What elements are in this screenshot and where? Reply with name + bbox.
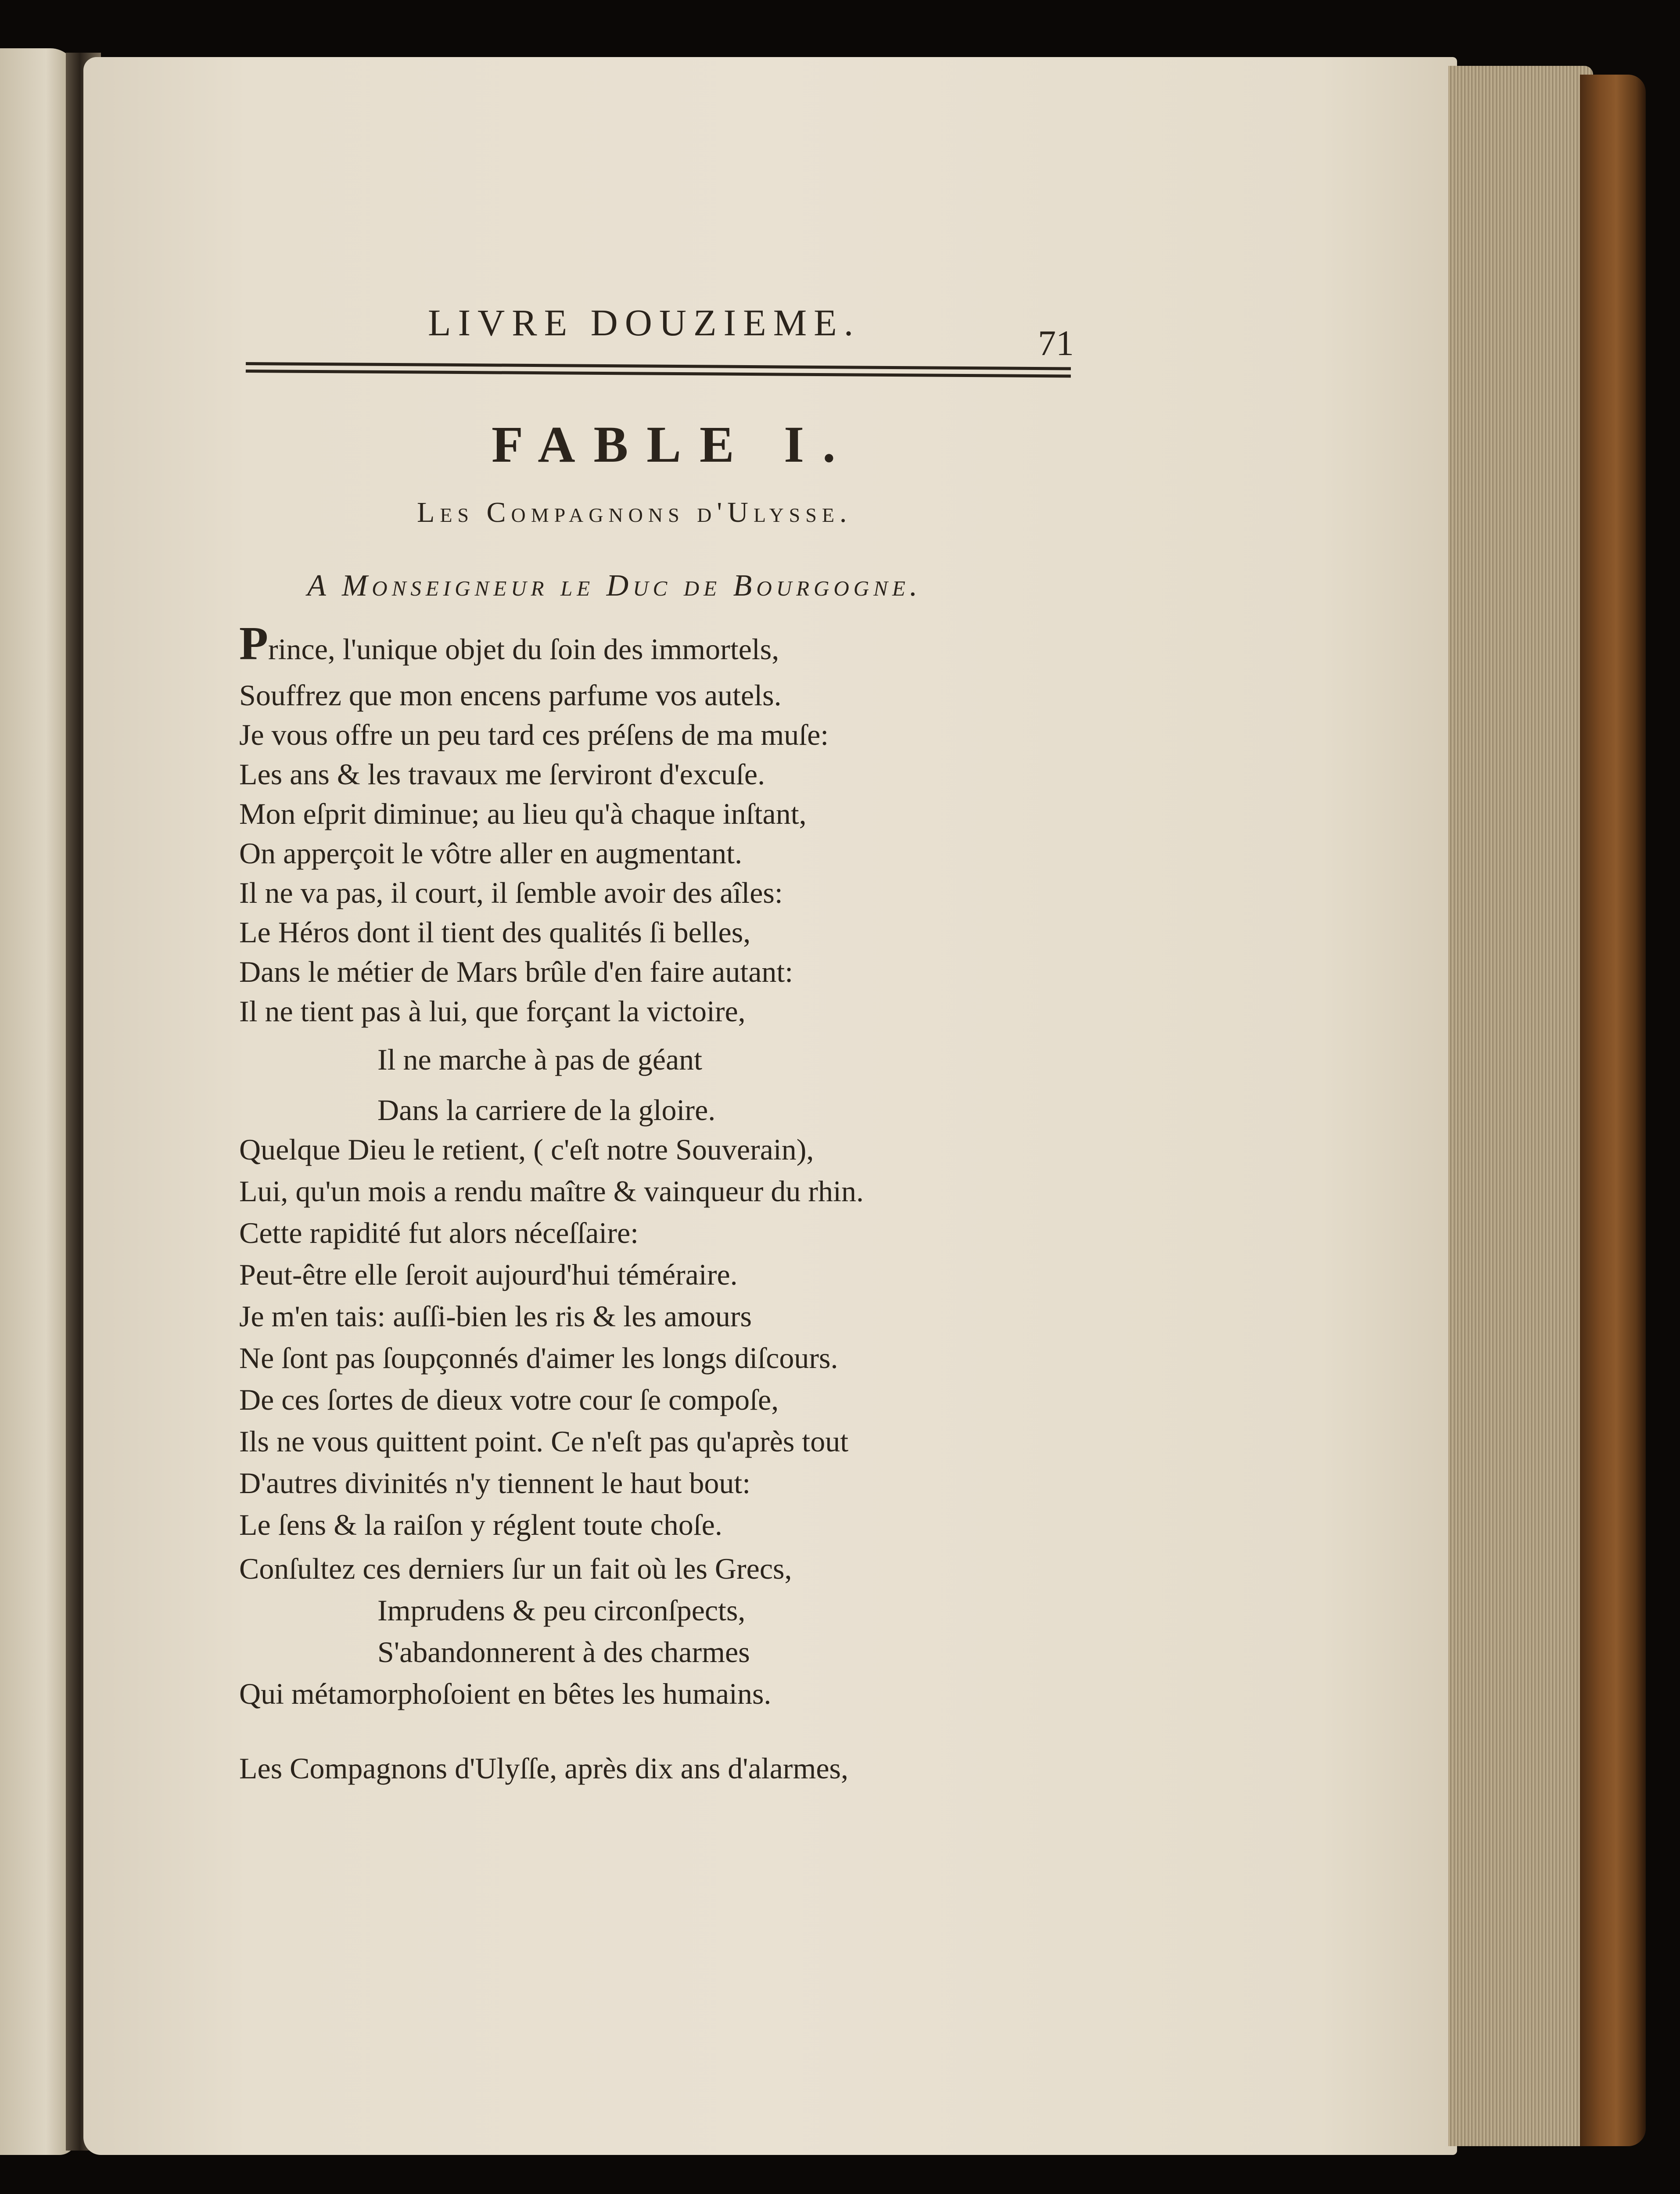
verse-line: Il ne va pas, il court, il ſemble avoir des aîles: xyxy=(239,876,783,909)
verse-line: Les ans & les travaux me ſerviront d'excuſe. xyxy=(239,758,765,791)
verse-line: D'autres divinités n'y tiennent le haut bout: xyxy=(239,1466,751,1500)
drop-cap: P xyxy=(239,618,268,670)
left-page-edge xyxy=(0,48,77,2155)
verse-line: Lui, qu'un mois a rendu maître & vainqueur du rhin. xyxy=(239,1174,864,1208)
page-edges xyxy=(1448,66,1593,2146)
dedication: A Monseigneur le Duc de Bourgogne. xyxy=(307,569,922,603)
verse-line: Qui métamorphoſoient en bêtes les humains. xyxy=(239,1677,772,1710)
verse-line-indented: S'abandonnerent à des charmes xyxy=(377,1635,750,1669)
verse-line: Ils ne vous quittent point. Ce n'eſt pas qu'après tout xyxy=(239,1425,849,1458)
leather-cover xyxy=(1580,75,1646,2146)
verse-line: On apperçoit le vôtre aller en augmentant. xyxy=(239,837,743,870)
verse-line: De ces ſortes de dieux votre cour ſe compoſe, xyxy=(239,1383,779,1416)
verse-line: Dans le métier de Mars brûle d'en faire autant: xyxy=(239,955,793,988)
verse-line-1 xyxy=(239,618,779,670)
verse-line: Souffrez que mon encens parfume vos autels. xyxy=(239,679,782,712)
closing-verse-line: Les Compagnons d'Ulyſſe, après dix ans d'alarmes, xyxy=(239,1752,848,1785)
verse-line: Peut-être elle ſeroit aujourd'hui téméraire. xyxy=(239,1258,738,1291)
running-head: LIVRE DOUZIEME. xyxy=(428,302,861,344)
verse-line: Mon eſprit diminue; au lieu qu'à chaque inſtant, xyxy=(239,797,807,830)
verse-line: Conſultez ces derniers ſur un fait où les Grecs, xyxy=(239,1552,792,1585)
verse-line: Ne ſont pas ſoupçonnés d'aimer les longs diſcours. xyxy=(239,1341,838,1375)
verse-line: Le ſens & la raiſon y réglent toute choſe. xyxy=(239,1508,722,1541)
verse-line: Il ne tient pas à lui, que forçant la victoire, xyxy=(239,995,746,1028)
verse-line: Cette rapidité fut alors néceſſaire: xyxy=(239,1216,639,1250)
verse-line: Quelque Dieu le retient, ( c'eſt notre Souverain), xyxy=(239,1133,814,1166)
verse-line-1-text: rince, l'unique objet du ſoin des immortels, xyxy=(268,632,779,666)
verse-line: Le Héros dont il tient des qualités ſi belles, xyxy=(239,916,751,949)
fable-title: FABLE I. xyxy=(492,416,854,473)
verse-line: Je m'en tais: auſſi-bien les ris & les amours xyxy=(239,1300,752,1333)
verse-line-indented: Imprudens & peu circonſpects, xyxy=(377,1594,746,1627)
verse-line: Je vous offre un peu tard ces préſens de ma muſe: xyxy=(239,718,829,751)
page-number: 71 xyxy=(1038,323,1074,363)
verse-line-indented: Il ne marche à pas de géant xyxy=(377,1043,703,1076)
fable-subtitle: Les Compagnons d'Ulysse. xyxy=(417,496,852,528)
verse-line-indented: Dans la carriere de la gloire. xyxy=(377,1093,716,1127)
